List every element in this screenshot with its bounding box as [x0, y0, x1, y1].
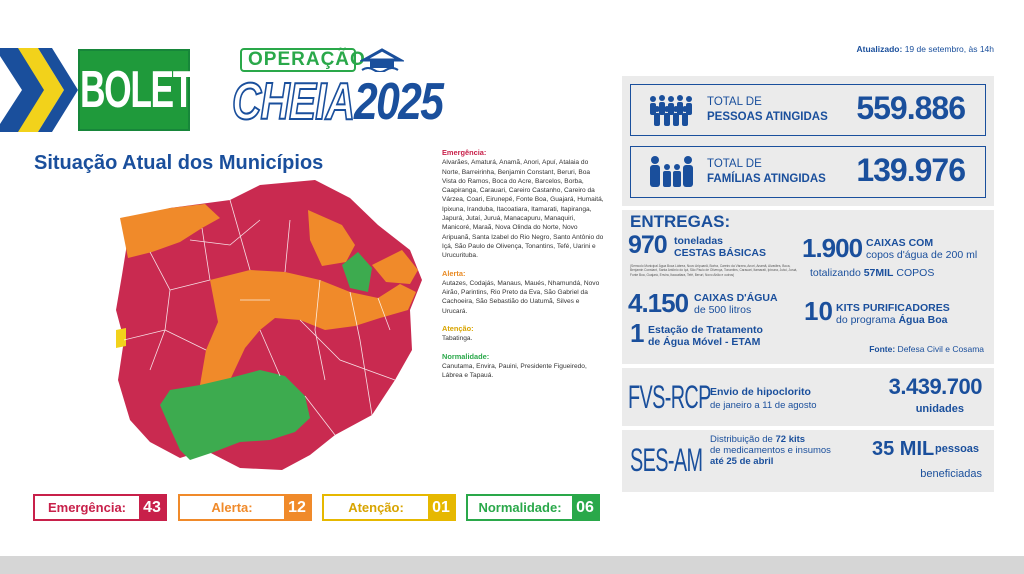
- ses-unit-2: beneficiadas: [920, 468, 982, 480]
- footer-bar: [0, 556, 1024, 574]
- kits-label-2-bold: Água Boa: [898, 314, 948, 326]
- copos-number: 1.900: [802, 233, 863, 263]
- updated-value: 19 de setembro, às 14h: [902, 44, 994, 54]
- ses-tag: SES-AM: [630, 442, 703, 478]
- legend-normalidade-list: Canutama, Envira, Pauini, Presidente Figueiredo, Lábrea e Tapauá.: [442, 362, 587, 380]
- status-atencao-count: 01: [428, 496, 454, 519]
- status-emergencia-label: Emergência:: [47, 500, 127, 515]
- copos-label-1: CAIXAS COM: [866, 237, 934, 249]
- kits-number: 10: [804, 296, 833, 326]
- year-title: 2025: [354, 73, 443, 131]
- legend-alerta-title: Alerta:: [442, 268, 466, 278]
- pessoas-label: [707, 95, 828, 125]
- pessoas-card: [630, 84, 986, 136]
- map-title: Situação Atual dos Municípios: [34, 152, 324, 174]
- copos-total-value: 57MIL: [863, 267, 894, 279]
- pessoas-label-2: PESSOAS ATINGIDAS: [707, 111, 828, 123]
- copos-total-pre: totalizando: [810, 267, 864, 279]
- kits-label: [836, 302, 950, 326]
- status-normalidade-count: 06: [572, 496, 598, 519]
- operacao-label: OPERAÇÃO: [248, 49, 366, 70]
- status-normalidade: [466, 494, 600, 521]
- legend-atencao-title: Atenção:: [442, 324, 474, 334]
- fonte-label: Fonte:: [869, 344, 896, 354]
- copos-label: [866, 237, 977, 261]
- updated-label: Atualizado:: [856, 44, 903, 54]
- caixas-label-1: CAIXAS D'ÁGUA: [694, 292, 778, 304]
- chevron-logo-icon: [0, 48, 78, 132]
- amazonas-map: [110, 180, 430, 470]
- legend-normalidade-title: Normalidade:: [442, 351, 490, 361]
- caixas-label: [694, 292, 778, 316]
- ses-line-2: de medicamentos e insumos: [710, 445, 831, 456]
- cestas-number: 970: [628, 231, 667, 259]
- status-emergencia-count: 43: [139, 496, 165, 519]
- people-crowd-icon: [647, 93, 695, 127]
- status-alerta-count: 12: [284, 496, 310, 519]
- fvs-panel: [622, 368, 994, 426]
- etam-label-1: Estação de Tratamento: [648, 324, 763, 336]
- familias-label: [707, 157, 826, 187]
- familias-card: [630, 146, 986, 198]
- familias-value: 139.976: [856, 152, 965, 188]
- ses-panel: [622, 430, 994, 492]
- boletim-title: BOLETIM: [80, 61, 230, 119]
- status-alerta: [178, 494, 312, 521]
- fvs-line-2: de janeiro a 11 de agosto: [710, 400, 817, 411]
- fonte-info: [869, 344, 984, 354]
- familias-label-2: FAMÍLIAS ATINGIDAS: [707, 173, 826, 185]
- etam-label-2: de Água Móvel - ETAM: [648, 336, 761, 348]
- caixas-label-2: de 500 litros: [694, 304, 752, 316]
- kits-label-2-pre: do programa: [836, 314, 899, 326]
- legend-atencao-list: Tabatinga.: [442, 335, 473, 343]
- pessoas-value: 559.886: [856, 90, 965, 126]
- caixas-number: 4.150: [628, 288, 689, 318]
- kits-label-1: KITS PURIFICADORES: [836, 302, 950, 314]
- legend-alerta-list: Autazes, Codajás, Manaus, Maués, Nhamundá, Novo Airão, Parintins, Rio Preto da Eva, São Gabriel da Cachoeira, São Sebastião do Uatumã, Silves e Urucará.: [442, 279, 600, 315]
- updated-info: [857, 44, 994, 54]
- ses-line-3: até 25 de abril: [710, 456, 774, 467]
- copos-total-post: COPOS: [893, 267, 935, 279]
- status-emergencia: [33, 494, 167, 521]
- cestas-label-2: CESTAS BÁSICAS: [674, 247, 766, 259]
- etam-label: [648, 324, 763, 348]
- ses-value: 35 MIL: [872, 438, 935, 460]
- fonte-value: Defesa Civil e Cosama: [895, 344, 984, 354]
- status-alerta-label: Alerta:: [211, 500, 253, 515]
- fvs-tag: FVS-RCP: [628, 379, 711, 415]
- cheia-title: CHEIA: [232, 73, 355, 131]
- family-icon: [647, 155, 695, 189]
- fvs-line-1: Envio de hipoclorito: [710, 386, 811, 398]
- familias-label-1: TOTAL DE: [707, 158, 762, 170]
- pessoas-label-1: TOTAL DE: [707, 96, 762, 108]
- ses-line-1-pre: Distribuição de: [710, 434, 776, 445]
- map-region-atencao: [116, 328, 126, 348]
- cestas-note: (Semcolo Municipal Água Boca Lábrea, Novo Aripuanã, Borba, Careiro da Várzea, Anori, Anamã, Alvarães, Boca, Benjamin Constant, Santa Antônio do Içá, São Paulo de Olivença, Tonantins, Carauari, Itamarati, Ipixuna, Jutaí, Juruá, Fonte Boa, Guajará, Envira, Itacoatiara, Tefé, Beruri, Novo Airão e outros): [630, 264, 798, 277]
- ses-desc: [710, 434, 831, 467]
- etam-number: 1: [630, 318, 645, 348]
- fvs-unit: unidades: [915, 403, 964, 415]
- legend-emergencia-list: Alvarães, Amaturá, Anamã, Anori, Apuí, Atalaia do Norte, Barreirinha, Benjamin Constant, Beruri, Boa Vista do Ramos, Boca do Acre, Barcelos, Borba, Caapiranga, Carauari, Careiro Castanho, Careiro da Várzea, Coari, Eirunepé, Fonte Boa, Guajará, Humaitá, Ipixuna, Iranduba, Itacoatiara, Itamarati, Itapiranga, Japurá, Jutaí, Juruá, Manacapuru, Manaquiri, Manicoré, Maraã, Nova Olinda do Norte, Novo Aripuanã, Santa Izabel do Rio Negro, Santo Antônio do Içá, São Paulo de Olivença, Tonantins, Tefé, Uarini e Urucurituba.: [442, 159, 604, 260]
- house-flood-icon: [360, 48, 404, 72]
- entregas-panel: [622, 210, 994, 364]
- cestas-label-1: toneladas: [674, 235, 724, 247]
- status-atencao: [322, 494, 456, 521]
- legend-emergencia-title: Emergência:: [442, 148, 487, 157]
- ses-line-1-bold: 72 kits: [775, 434, 806, 445]
- entregas-title: ENTREGAS:: [630, 212, 731, 231]
- municipality-legend: [442, 148, 604, 389]
- status-atencao-label: Atenção:: [348, 500, 404, 515]
- copos-total: [810, 267, 934, 279]
- ses-unit-1: pessoas: [935, 443, 980, 455]
- fvs-value: 3.439.700: [888, 374, 982, 399]
- status-normalidade-label: Normalidade:: [478, 500, 562, 515]
- cestas-label: [674, 235, 766, 259]
- copos-label-2: copos d'água de 200 ml: [866, 249, 978, 261]
